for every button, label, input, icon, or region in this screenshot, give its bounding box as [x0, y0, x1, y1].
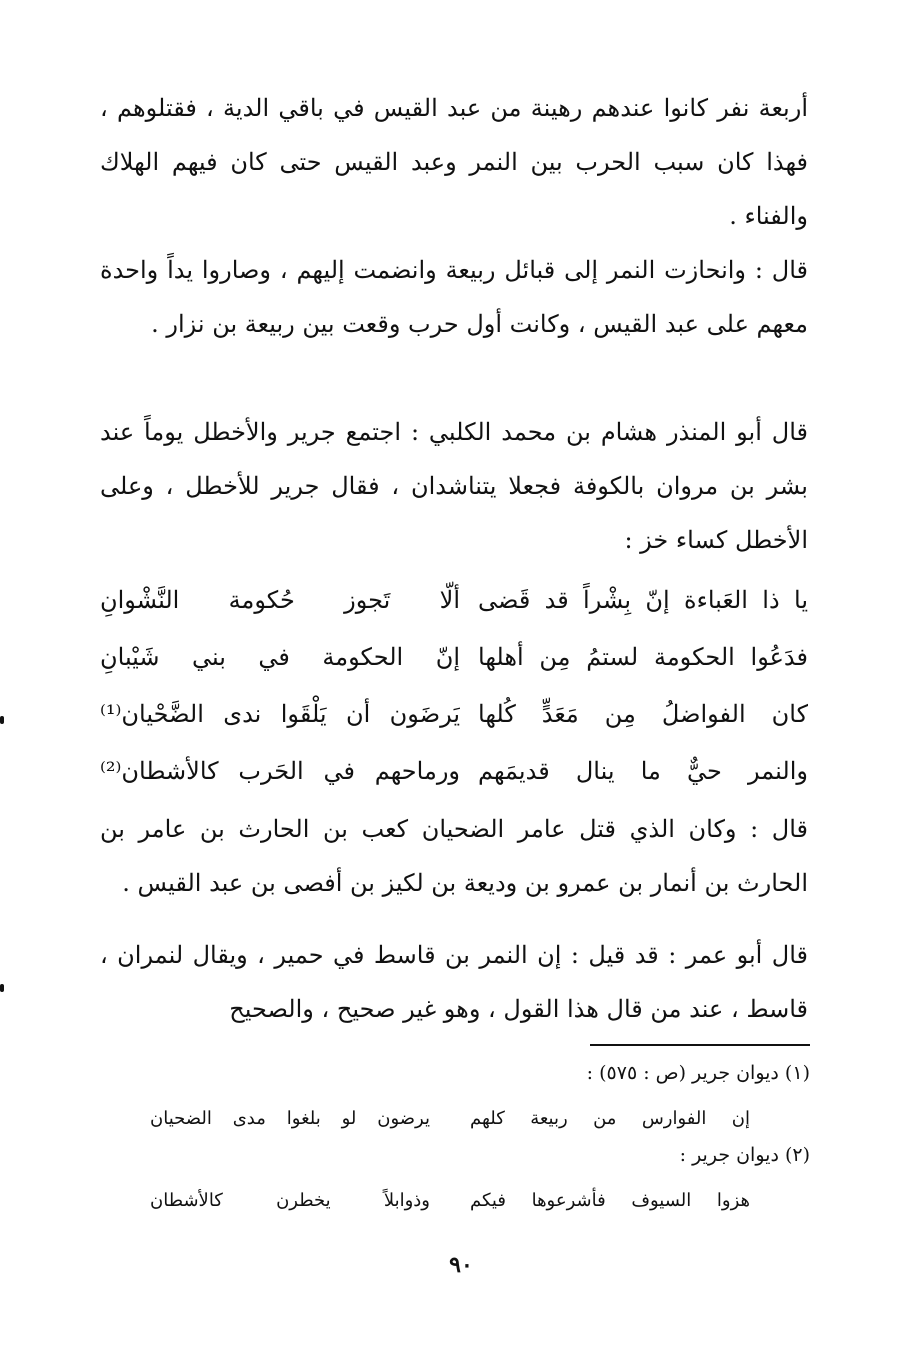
footnote-separator: [590, 1044, 810, 1046]
verse-line: [100, 572, 808, 629]
footnote-verse-first: هزوا السيوف فأشرعوها فيكم: [470, 1190, 750, 1211]
scan-edge-mark: [0, 984, 4, 992]
verse-first-hemistich: والنمر حيٌّ ما ينال قديمَهم: [478, 757, 808, 785]
paragraph-1: أربعة نفر كانوا عندهم رهينة من عبد القيس في باقي الدية ، فقتلوهم ، فهذا كان سبب الحرب بين النمر وعبد القيس حتى كان فيهم الهلاك والفناء .: [100, 94, 808, 230]
footnote-verse-second: وذوابلاً يخطرن كالأشطان: [150, 1190, 430, 1211]
verse-second-hemistich: يَرضَون أن يَلْقَوا ندى الضَّحْيان⁽¹⁾: [100, 700, 460, 728]
verse-line: [100, 686, 808, 743]
verse-line: [100, 629, 808, 686]
paragraph-3: قال أبو المنذر هشام بن محمد الكلبي : اجتمع جرير والأخطل يوماً عند بشر بن مروان بالكوفة فجعلا يتناشدان ، فقال جرير للأخطل ، وعلى الأخطل كساء خز :: [100, 418, 808, 554]
verse-second-hemistich: إنّ الحكومة في بني شَيْبانِ: [100, 643, 460, 671]
footnote-1-verse: [150, 1104, 750, 1134]
poem: [100, 572, 808, 800]
scan-edge-mark: [0, 716, 4, 724]
verse-first-hemistich: كان الفواضلُ مِن مَعَدٍّ كُلها: [478, 700, 808, 728]
verse-first-hemistich: فدَعُوا الحكومة لستمُ مِن أهلها: [478, 643, 808, 671]
footnote-verse-first: إن الفوارس من ربيعة كلهم: [470, 1108, 750, 1129]
verse-line: [100, 743, 808, 800]
paragraph-5: قال أبو عمر : قد قيل : إن النمر بن قاسط في حمير ، ويقال لنمران ، قاسط ، عند من قال هذا القول ، وهو غير صحيح ، والصحيح: [100, 941, 808, 1023]
footnote-2-verse: [150, 1186, 750, 1216]
paragraph-2: قال : وانحازت النمر إلى قبائل ربيعة وانضمت إليهم ، وصاروا يداً واحدة معهم على عبد القيس ، وكانت أول حرب وقعت بين ربيعة بن نزار .: [100, 256, 808, 338]
page-number: ٩٠: [449, 1252, 473, 1278]
verse-second-hemistich: ورماحهم في الحَرب كالأشطان⁽²⁾: [100, 757, 460, 785]
footnote-1-label: (١) ديوان جرير (ص : ٥٧٥) :: [586, 1062, 810, 1084]
verse-second-hemistich: ألّا تَجوز حُكومة النَّشْوانِ: [100, 586, 460, 614]
footnote-verse-second: يرضون لو بلغوا مدى الضحيان: [150, 1108, 430, 1129]
paragraph-4: قال : وكان الذي قتل عامر الضحيان كعب بن الحارث بن عامر بن الحارث بن أنمار بن عمرو بن وديعة بن لكيز بن أفصى بن عبد القيس .: [100, 815, 808, 897]
verse-first-hemistich: يا ذا العَباءة إنّ بِشْراً قد قَضى: [478, 586, 808, 614]
footnote-2-label: (٢) ديوان جرير :: [679, 1144, 810, 1166]
